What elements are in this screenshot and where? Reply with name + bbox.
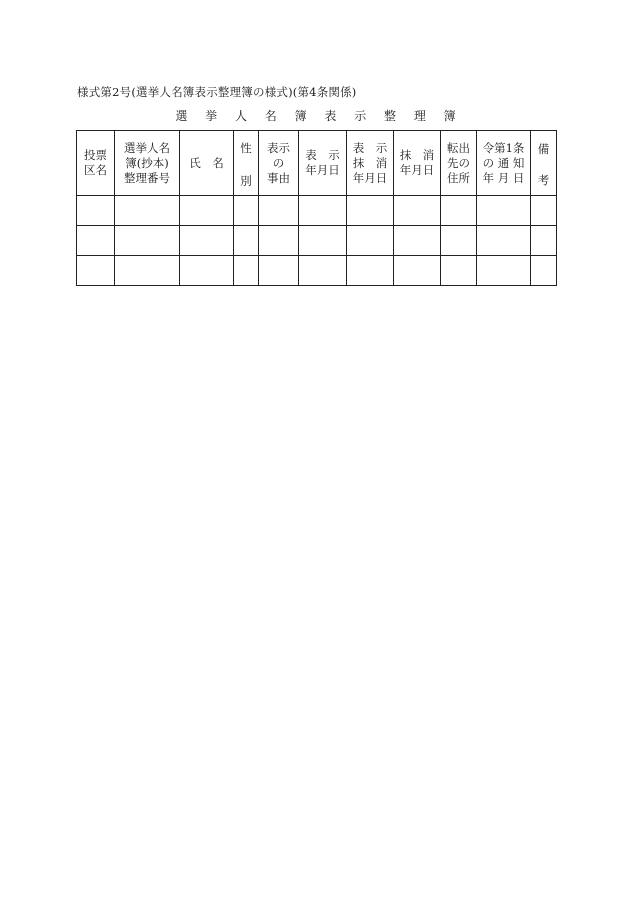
header-line: 令第1条 — [482, 140, 525, 155]
table-cell — [77, 256, 115, 286]
header-line: の — [272, 155, 285, 170]
header-line: 表 示 — [305, 148, 340, 162]
table-cell — [259, 196, 299, 226]
table-row — [77, 196, 557, 226]
header-line: 区名 — [84, 163, 107, 177]
header-removal-date — [394, 131, 441, 196]
table-cell — [477, 256, 531, 286]
table-cell — [531, 256, 557, 286]
table-cell — [259, 226, 299, 256]
table-cell — [77, 226, 115, 256]
header-row — [77, 131, 557, 196]
header-display-reason — [259, 131, 299, 196]
table-cell — [299, 196, 347, 226]
table-cell — [347, 196, 394, 226]
header-line: 性 — [240, 141, 252, 155]
header-notice-date — [477, 131, 531, 196]
table-cell — [441, 196, 477, 226]
header-register-number — [115, 131, 180, 196]
table-cell — [115, 256, 180, 286]
table-cell — [477, 196, 531, 226]
header-line: 氏 名 — [189, 155, 224, 170]
header-line: 転出 — [447, 140, 470, 155]
header-line: 考 — [537, 173, 550, 187]
header-moved-address — [441, 131, 477, 196]
table-row — [77, 256, 557, 286]
table-cell — [299, 256, 347, 286]
table-cell — [180, 226, 234, 256]
table-cell — [180, 196, 234, 226]
table-cell — [394, 256, 441, 286]
table-cell — [115, 196, 180, 226]
header-line: 表示 — [267, 140, 290, 155]
table-cell — [394, 196, 441, 226]
table-cell — [531, 196, 557, 226]
header-polling-district — [77, 131, 115, 196]
table-cell — [259, 256, 299, 286]
table-cell — [441, 226, 477, 256]
table-cell — [180, 256, 234, 286]
header-sex — [234, 131, 259, 196]
header-line: 抹 消 — [399, 148, 435, 162]
header-line: 簿(抄本) — [125, 155, 169, 170]
header-line: 年月日 — [305, 163, 340, 177]
header-line: 投票 — [84, 148, 107, 162]
table-cell — [299, 226, 347, 256]
header-line: 別 — [240, 174, 252, 188]
header-display-date — [299, 131, 347, 196]
header-line: 備 — [537, 142, 550, 156]
table-cell — [234, 256, 259, 286]
header-line: 表 示 — [352, 140, 388, 155]
table-cell — [347, 226, 394, 256]
header-line: 年 月 日 — [482, 170, 525, 185]
header-line: 先の — [447, 155, 470, 170]
header-name — [180, 131, 234, 196]
table-cell — [234, 196, 259, 226]
table-row — [77, 226, 557, 256]
header-line: 抹 消 — [352, 155, 388, 170]
header-line: 事由 — [267, 170, 290, 185]
header-line: 年月日 — [399, 163, 435, 177]
table-cell — [77, 196, 115, 226]
register-table — [76, 130, 557, 286]
table-cell — [115, 226, 180, 256]
table-cell — [477, 226, 531, 256]
header-remarks — [531, 131, 557, 196]
header-line: の 通 知 — [482, 155, 525, 170]
header-line: 選挙人名 — [124, 140, 170, 155]
register-body — [77, 196, 557, 286]
table-cell — [394, 226, 441, 256]
header-display-removal-date — [347, 131, 394, 196]
table-cell — [234, 226, 259, 256]
header-line: 整理番号 — [124, 170, 170, 185]
header-line: 住所 — [447, 170, 470, 185]
form-title: 選 挙 人 名 簿 表 示 整 理 簿 — [175, 109, 463, 123]
header-line: 年月日 — [352, 170, 388, 185]
form-caption: 様式第2号(選挙人名簿表示整理簿の様式)(第4条関係) — [77, 85, 357, 99]
table-cell — [441, 256, 477, 286]
table-cell — [531, 226, 557, 256]
table-cell — [347, 256, 394, 286]
